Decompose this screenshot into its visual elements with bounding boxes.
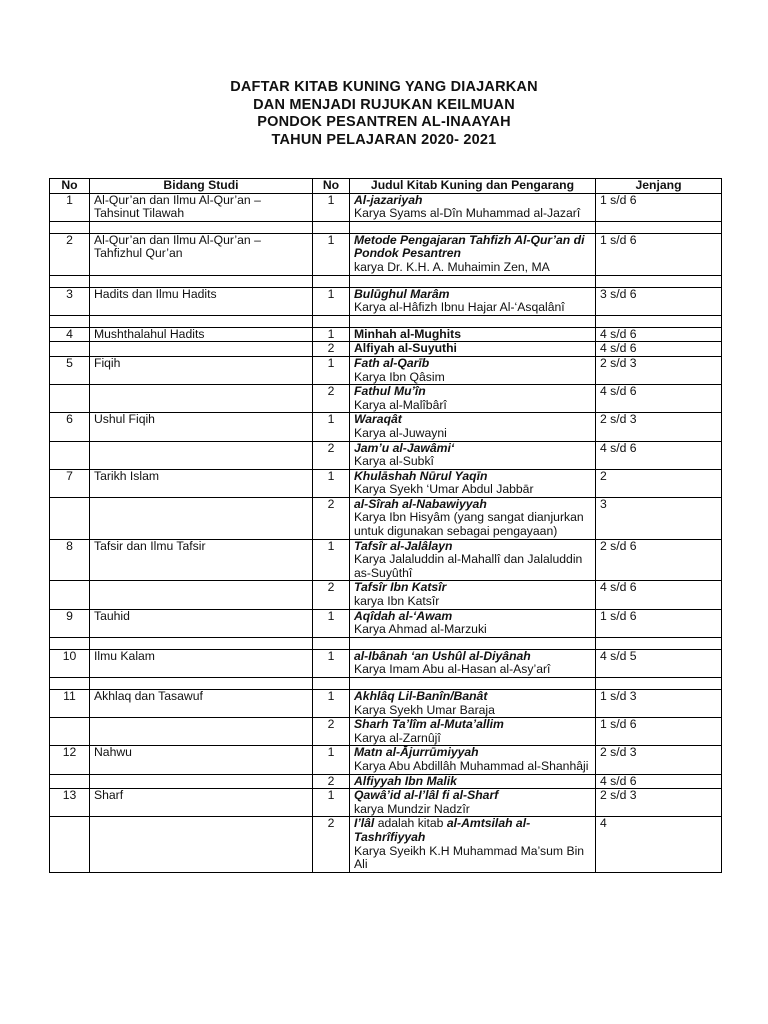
kitab-cell [350,718,596,746]
jenjang: 2 s/d 3 [596,413,722,441]
sub-number: 1 [313,287,350,315]
jenjang: 4 s/d 6 [596,774,722,789]
kitab-cell [350,441,596,469]
kitab-cell [350,581,596,609]
kitab-cell [350,342,596,357]
bidang-studi: Hadits dan Ilmu Hadits [90,287,313,315]
bidang-studi [90,385,313,413]
empty-cell [313,315,350,327]
empty-cell [350,221,596,233]
kitab-title: Minhah al-Mughits [354,326,461,341]
jenjang: 4 s/d 6 [596,441,722,469]
kitab-title: Alfiyyah Ibn Malik [354,773,457,788]
sub-number: 2 [313,581,350,609]
row-number: 3 [50,287,90,315]
kitab-author: karya Ibn Katsîr [354,594,440,609]
row-number [50,718,90,746]
empty-cell [350,315,596,327]
empty-cell [50,275,90,287]
kitab-title: Tafsîr Ibn Katsîr [354,580,447,595]
row-number [50,581,90,609]
sub-number: 1 [313,193,350,221]
sub-number: 2 [313,817,350,872]
bidang-studi: Mushthalahul Hadits [90,327,313,342]
kitab-cell [350,287,596,315]
row-number: 1 [50,193,90,221]
empty-cell [50,221,90,233]
bidang-studi: Tauhid [90,609,313,637]
table-row [50,690,722,718]
empty-cell [596,221,722,233]
table-row [50,789,722,817]
row-number: 9 [50,609,90,637]
table-row [50,678,722,690]
sub-number: 2 [313,385,350,413]
kitab-cell [350,385,596,413]
table-row [50,315,722,327]
kitab-author: Karya Jalaluddin al-Mahallî dan Jalaluddin as-Suyûthî [354,552,583,580]
sub-number: 2 [313,342,350,357]
bidang-studi [90,342,313,357]
kitab-author: karya Dr. K.H. A. Muhaimin Zen, MA [354,259,550,274]
table-row [50,497,722,539]
row-number [50,817,90,872]
kitab-title-part: al-Amtsilah al-Tashrîfiyyah [354,816,531,844]
kitab-cell [350,327,596,342]
empty-cell [90,315,313,327]
header-no: No [50,179,90,194]
kitab-cell [350,690,596,718]
row-number: 2 [50,233,90,275]
bidang-studi: Ushul Fiqih [90,413,313,441]
kitab-cell [350,233,596,275]
table-row [50,718,722,746]
kitab-author: Karya Syekh ‘Umar Abdul Jabbār [354,482,534,497]
kitab-title-connector: adalah kitab [374,816,447,831]
empty-cell [90,637,313,649]
row-number: 13 [50,789,90,817]
bidang-studi: Al-Qur’an dan Ilmu Al-Qur’an – Tahfizhul Qur’an [90,233,313,275]
sub-number: 1 [313,356,350,384]
sub-number: 2 [313,774,350,789]
sub-number: 1 [313,609,350,637]
row-number [50,441,90,469]
kitab-cell [350,497,596,539]
row-number: 12 [50,746,90,774]
empty-cell [50,678,90,690]
sub-number: 1 [313,413,350,441]
bidang-studi: Tafsir dan Ilmu Tafsir [90,539,313,581]
jenjang: 1 s/d 6 [596,609,722,637]
sub-number: 1 [313,649,350,677]
bidang-studi: Sharf [90,789,313,817]
kitab-cell [350,469,596,497]
kitab-title: al-Ibânah ‘an Ushûl al-Diyânah [354,648,531,663]
bidang-studi [90,817,313,872]
kitab-author: Karya al-Subkî [354,454,434,469]
sub-number: 2 [313,718,350,746]
table-row [50,221,722,233]
kitab-author: Karya al-Zarnûjî [354,730,441,745]
kitab-cell [350,609,596,637]
kitab-author: Karya Ahmad al-Marzuki [354,622,487,637]
kitab-title: Fathul Mu’în [354,384,426,399]
jenjang: 4 s/d 6 [596,581,722,609]
header-jenjang: Jenjang [596,179,722,194]
kitab-author: Karya al-Hâfizh Ibnu Hajar Al-‘Asqalânî [354,300,565,315]
bidang-studi [90,441,313,469]
kitab-author: Karya Ibn Hisyâm (yang sangat dianjurkan untuk digunakan sebagai pengayaan) [354,510,584,539]
kitab-table [49,178,722,873]
jenjang: 1 s/d 6 [596,718,722,746]
table-header-row [50,179,722,194]
row-number [50,774,90,789]
kitab-title: Matn al-Ājurrūmiyyah [354,745,479,760]
sub-number: 1 [313,327,350,342]
empty-cell [90,275,313,287]
row-number: 7 [50,469,90,497]
kitab-title: Alfiyah al-Suyuthi [354,341,457,356]
kitab-title: Sharh Ta’lîm al-Muta’allim [354,717,504,732]
sub-number: 2 [313,441,350,469]
kitab-title: Fath al-Qarīb [354,355,430,370]
header-bidang-studi: Bidang Studi [90,179,313,194]
title-line-1: DAFTAR KITAB KUNING YANG DIAJARKAN [230,79,538,95]
row-number: 10 [50,649,90,677]
empty-cell [313,678,350,690]
row-number: 11 [50,690,90,718]
kitab-author: Karya Imam Abu al-Hasan al-Asy’arî [354,662,551,677]
row-number [50,342,90,357]
empty-cell [50,637,90,649]
row-number [50,497,90,539]
jenjang: 2 s/d 6 [596,539,722,581]
kitab-title: Metode Pengajaran Tahfizh Al-Qur’an di Pondok Pesantren [354,232,585,261]
table-row [50,817,722,872]
kitab-title: Aqîdah al-‘Awam [354,608,453,623]
header-judul-kitab: Judul Kitab Kuning dan Pengarang [350,179,596,194]
sub-number: 1 [313,469,350,497]
row-number: 4 [50,327,90,342]
table-row [50,746,722,774]
kitab-title-part: I’lâl [354,816,375,831]
table-row [50,609,722,637]
kitab-author: Karya Syekh Umar Baraja [354,702,495,717]
jenjang: 3 s/d 6 [596,287,722,315]
table-row [50,539,722,581]
table-row [50,413,722,441]
sub-number: 1 [313,789,350,817]
header-sub-no: No [313,179,350,194]
kitab-cell [350,539,596,581]
row-number [50,385,90,413]
table-row [50,774,722,789]
kitab-cell [350,193,596,221]
kitab-title: Akhlâq Lil-Banîn/Banât [354,689,488,703]
empty-cell [50,315,90,327]
empty-cell [596,678,722,690]
kitab-cell [350,413,596,441]
table-row [50,637,722,649]
empty-cell [350,678,596,690]
jenjang: 1 s/d 6 [596,193,722,221]
empty-cell [350,275,596,287]
kitab-title [354,817,591,844]
bidang-studi [90,774,313,789]
bidang-studi [90,718,313,746]
kitab-cell [350,774,596,789]
table-row [50,581,722,609]
jenjang: 2 s/d 3 [596,789,722,817]
table-row [50,275,722,287]
sub-number: 2 [313,497,350,539]
kitab-author: karya Mundzir Nadzîr [354,801,470,816]
kitab-cell [350,649,596,677]
bidang-studi: Al-Qur’an dan Ilmu Al-Qur’an – Tahsinut Tilawah [90,193,313,221]
jenjang: 3 [596,497,722,539]
empty-cell [313,221,350,233]
jenjang: 4 s/d 6 [596,327,722,342]
kitab-author: Karya Syeikh K.H Muhammad Ma’sum Bin Ali [354,843,585,872]
table-row [50,193,722,221]
kitab-title: Waraqât [354,412,402,427]
jenjang: 2 [596,469,722,497]
jenjang: 4 s/d 6 [596,385,722,413]
empty-cell [596,315,722,327]
table-row [50,342,722,357]
table-row [50,233,722,275]
kitab-cell [350,789,596,817]
jenjang: 2 s/d 3 [596,356,722,384]
bidang-studi: Nahwu [90,746,313,774]
jenjang: 1 s/d 3 [596,690,722,718]
jenjang: 2 s/d 3 [596,746,722,774]
kitab-cell [350,356,596,384]
sub-number: 1 [313,233,350,275]
kitab-author: Karya al-Malîbârî [354,397,447,412]
kitab-title: Bulūghul Marâm [354,286,450,301]
empty-cell [596,275,722,287]
empty-cell [596,637,722,649]
jenjang: 4 [596,817,722,872]
bidang-studi [90,497,313,539]
sub-number: 1 [313,539,350,581]
row-number: 6 [50,413,90,441]
kitab-cell [350,746,596,774]
empty-cell [90,678,313,690]
table-row [50,287,722,315]
jenjang: 4 s/d 5 [596,649,722,677]
sub-number: 1 [313,690,350,718]
kitab-cell [350,817,596,872]
sub-number: 1 [313,746,350,774]
table-row [50,327,722,342]
empty-cell [90,221,313,233]
empty-cell [350,637,596,649]
empty-cell [313,637,350,649]
bidang-studi: Tarikh Islam [90,469,313,497]
row-number: 8 [50,539,90,581]
kitab-title: Jam’u al-Jawâmi‘ [354,440,455,455]
kitab-author: Karya Abu Abdillâh Muhammad al-Shanhâji [354,758,589,773]
table-body [50,193,722,872]
table-row [50,385,722,413]
kitab-title: Al-jazariyah [354,192,423,207]
kitab-author: Karya Ibn Qâsim [354,369,445,384]
jenjang: 1 s/d 6 [596,233,722,275]
table-row [50,356,722,384]
kitab-author: Karya al-Juwayni [354,425,447,440]
table-row [50,441,722,469]
kitab-title: al-Sîrah al-Nabawiyyah [354,496,487,511]
kitab-title: Tafsîr al-Jalâlayn [354,538,453,553]
table-row [50,649,722,677]
title-line-3: PONDOK PESANTREN AL-INAAYAH [257,114,511,130]
bidang-studi: Ilmu Kalam [90,649,313,677]
bidang-studi [90,581,313,609]
table-row [50,469,722,497]
empty-cell [313,275,350,287]
title-line-2: DAN MENJADI RUJUKAN KEILMUAN [253,96,515,113]
kitab-title: Khulāshah Nūrul Yaqīn [354,468,488,483]
jenjang: 4 s/d 6 [596,342,722,357]
kitab-title: Qawâ’id al-I’lâl fi al-Sharf [354,788,499,803]
bidang-studi: Fiqih [90,356,313,384]
row-number: 5 [50,356,90,384]
title-line-4: TAHUN PELAJARAN 2020- 2021 [271,131,497,148]
kitab-author: Karya Syams al-Dîn Muhammad al-Jazarî [354,206,581,221]
bidang-studi: Akhlaq dan Tasawuf [90,690,313,718]
document-title [0,79,768,149]
